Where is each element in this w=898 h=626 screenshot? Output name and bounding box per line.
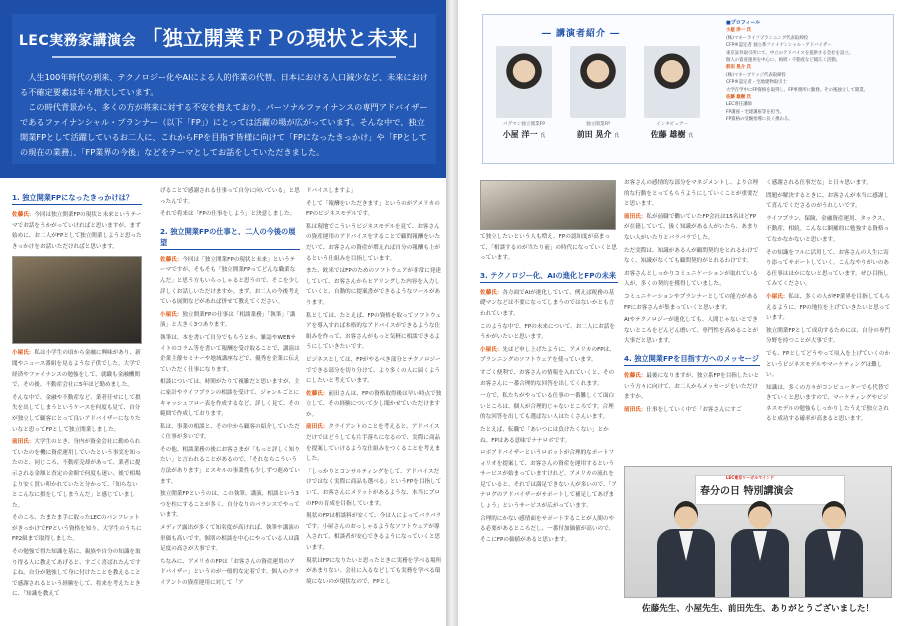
speaker-label: 小屋氏： [12, 350, 35, 357]
profile-line: 大学在学中にFP資格を取得し、FP事務所に勤務。その後独立して開業。 [726, 87, 869, 93]
paragraph-text: 今回は「独立開業FPの現状と未来」というテーマですが、そもそも「独立開業FPってどんな職業なんだ」と思う方もいらっしゃると思うので、そこを少し詳しくお話しいただけますか。まず、お二人の今後考えている展開などがあれば併せて教えてください。 [160, 256, 300, 306]
banner-logo: LEC東京リーガルマインド [726, 475, 775, 480]
lead-paragraph: この時代背景から、多くの方が将来に対する不安を抱えており、パーソナルファイナンスの専門アドバイザーであるファイナンシャル・プランナー（以下「FP」）にとっては活躍の場が広がっています。そんな中で、独立開業FPとして活躍しているお二人に、これからFPを目指す皆様に向けて「FPになったきっかけ」や「FPとしての現在の業務」、「FP業界の今後」などをテーマとしてお話をしていただきました。 [20, 102, 428, 157]
person-figure [729, 501, 791, 597]
paragraph [12, 437, 142, 511]
paragraph-text: 大学生のとき、身内が資金会社に勤められていたのを機に資産運用していたという事実を知ったのと、同じころ、不動産売却があって、業者に提示される金額と査定の金額で何度も迷い、後で相場より安く買い叩かれていたと分かって、「知らないとこんなに損をしてしまうんだ」と感じていました。 [12, 439, 141, 509]
paragraph: でも、FPとしてどうやって収入を上げていくのかというビジネスモデルやマーケティングは難しい。 [766, 350, 891, 379]
paragraph [306, 389, 442, 421]
speaker-card [642, 46, 702, 140]
page-gutter [446, 0, 458, 626]
profile-line: (株)マネーライフプランニング代表取締役 [726, 35, 809, 41]
paragraph [766, 292, 892, 324]
paragraph: その他、相談業務の後にお客さまが「もっと詳しく知りたい」と言われることがあるので、「それならこういう方法があります」とスキルの事業性も少しずつ進めています。 [160, 446, 300, 485]
speaker-name: 前田 晃介 氏 [576, 130, 620, 139]
speaker-label: 前田氏： [624, 213, 647, 220]
paragraph-text: 前田さんは、FPの資格取得後は早い時点で独立して、その経験について少し聞かせていただけますか。 [306, 390, 442, 418]
paragraph [480, 288, 618, 320]
speaker-portrait [570, 46, 626, 118]
paragraph: お客さんとしっかりコミュニケーションが取れている人が、多くの契約を獲得していました。 [624, 270, 758, 288]
right-column-1 [480, 232, 618, 618]
photo-caption: 佐藤先生、小屋先生、前田先生、ありがとうございました！ [641, 604, 875, 614]
speaker-label: 佐藤氏： [480, 289, 503, 296]
profile-line: 東京証券取引所にて、中立のアドバイスを提供する会社を設立。 [726, 50, 854, 56]
paragraph: その知識をフルに活用して、お客さんの人生に寄り添ってサポートしていく。こんなやりがいのある仕事はほかにないと思っています。ぜひ目指してみてください。 [766, 249, 889, 288]
paragraph-text: 私は小学生の頃から金融に興味があり、新聞やニュース番組を見るような子供でした。大学で経済やファイナンスの勉強をして、就職も金融機関で、その後、不動産会社に5年ほど勤めました。 [12, 350, 141, 389]
paragraph: 一方で、私たちがやっている仕事の一番難しくて面白いところは、個人が合理的じゃないところです。合理的な回答を出しても選ばない人はたくさんいます。 [480, 393, 615, 421]
paragraph-text: そのころ、たまたま手に取ったLECのパンフレットがきっかけでFPという資格を知り、大学生のうちにFP2級まで取得しました。 [12, 515, 142, 543]
group-photo [624, 466, 892, 598]
paragraph: て独立したいという人も増え、FPの認知度が高まって、「相談するのが当たり前」の時代になっていくと思っています。 [480, 234, 617, 262]
section-heading: 4. 独立開業FPを目指す方へのメッセージ [624, 353, 760, 366]
profile-name: 佐藤 雄樹 氏 [726, 95, 752, 101]
paragraph: 私としては、たとえば、FPの資格を取ってソフトウェアを導入すれば本格的なアドバイスができるような仕組みを作って、お客さんがもっと気軽に相談できるようにしていきたいです。 [306, 312, 442, 351]
paragraph [624, 405, 760, 416]
paragraph-text: 仕事をしていく中で「お客さんにすご [646, 406, 742, 413]
paragraph-text: 最後になりますが、独立系FPを目指したいという方々に向けて、お二人からメッセージをいただけますか。 [624, 372, 760, 401]
left-column-3 [306, 186, 442, 618]
paragraph [12, 210, 142, 252]
paragraph: ドバイスしますよ」 [306, 188, 357, 194]
speaker-label: 佐藤氏： [160, 256, 183, 263]
paragraph-text: 私が前職で働いていたFP会社は15名ほどFPが在籍していて、扱く知識がある人がいたら、あまりない人がいたりとバラバラでした。 [624, 213, 759, 241]
section-heading: 1. 独立開業FPになったきっかけは？ [12, 192, 142, 205]
profile-block [726, 20, 888, 124]
paragraph: 合理的にかない感情面をサポートすることが人間のやる必要があるところだし、一番付加価値が高いので、そこにFPの価値があると思います。 [480, 515, 615, 543]
speaker-role: インタビュアー [656, 122, 688, 127]
paragraph: 私は現地でこういうビジネスモデルを見て、お客さんの資産運用のアドバイスをすることで顧問報酬をいただいて、お客さんの資産が増えれば自分の報酬も上がるという仕組みを目指しています。 [306, 223, 441, 262]
title-underline [52, 56, 396, 58]
paragraph: このような中で、FPの未来について、お二人にお話をうかがいたいと思います。 [480, 323, 615, 341]
paragraph: また、欧米ではFPのためのソフトウェアが非常に発達していて、お客さんからヒアリングした内容を入力していくと、自動的に提案書ができるようなツールがあります。 [306, 268, 441, 306]
paragraph: 執筆は、本を書いて自分でもらうとか、雑誌やWEBサイトのコラム等を書いて報酬を受け取ることで、講演は企業主催セミナーや地域講座などで、優秀を企業に伝えていただく仕事になります。 [160, 334, 300, 373]
paragraph: ちなみに、アメリカのFPは「お客さんの資産運用のアドバイザー」というのが一般的な定着です。個人のクライアントの資産運用に対して「ア [160, 558, 300, 586]
paragraph: 知識は、多くの方々がコンピューターでも代替できていくと思いますので、マーケティングやビジネスモデルの勉強もしっかりしたうえで独立されると成功する確率が高まると思います。 [766, 384, 890, 423]
paragraph [160, 255, 300, 308]
paragraph-text: 私は、多くの人がFP業界を目指してもらえるように、FPの地位を上げていきたいと思っています。 [766, 293, 891, 322]
section-heading: 2. 独立開業FPの仕事と、二人の今後の展望 [160, 226, 300, 250]
right-page [458, 0, 898, 626]
left-page [0, 0, 446, 626]
right-column-2 [624, 178, 760, 454]
profile-line: CFP®認定者 独立系ファイナンシャル・アドバイザー [726, 43, 832, 49]
speaker-name: 小屋 洋一 氏 [502, 130, 546, 139]
event-label: LEC実務家講演会 [18, 33, 137, 49]
profile-line: FP資格の受験指導に長く携わる。 [726, 117, 793, 123]
paragraph [624, 212, 760, 244]
speaker-label: 小屋氏： [766, 293, 789, 300]
event-title: 「独立開業ＦＰの現状と未来」 [142, 26, 430, 50]
speaker-card [568, 46, 628, 140]
speaker-name: 佐藤 雄樹 氏 [650, 130, 694, 139]
paragraph: 現状のFPは相談料が安くて、今は人によってバラバラです。小屋さんのおっしゃるようなソフトウェアが導入されて、相談者が安心できるようになっていくと思います。 [306, 513, 442, 551]
right-column-3 [766, 178, 892, 454]
paragraph [12, 393, 142, 435]
profile-line: CFP®認定者・宅地建物取引士 [726, 80, 787, 86]
paragraph: すごく便利で、お客さんの情報を入れていくと、そのお客さんに一番合理的な回答を出してくれます。 [480, 369, 615, 387]
paragraph [12, 547, 142, 600]
paragraph [624, 371, 760, 403]
profile-name: 小屋 洋一 氏 [726, 28, 752, 34]
left-column-2 [160, 186, 300, 618]
paragraph: ビジネスとしては、FPがやるべき部分とテクノロジーでできる部分を切り分けて、より多くの人に届くようにしたいと考えています。 [306, 356, 441, 385]
paragraph: 現状はFPになりたいと思ったときに実務を学べる場所があまりない。会社に入るなどしても実務を学べる環境にないのが現状なので、FPとし [306, 557, 442, 585]
profile-heading: ■プロフィール [726, 20, 761, 26]
profile-name: 前田 晃介 氏 [726, 65, 752, 71]
paragraph: そして「報酬をいただきます」というのがアメリカのFPのビジネスモデルです。 [306, 200, 440, 218]
paragraph: ライフプラン、保険、金融資産運用、タックス、不動産、相続。こんなに網羅的に勉強する資格ってなかなかないと思います。 [766, 215, 890, 243]
speaker-role: 独立開業FP [586, 122, 610, 127]
speaker-label: 前田氏： [306, 424, 329, 431]
paragraph: げることで感謝される仕事って自分に向いている」と思ったんです。 [160, 188, 300, 205]
profile-line: FP講座・宅建講座等を担当。 [726, 109, 784, 115]
paragraph [12, 348, 142, 390]
paragraph: 独立開業FPとして成功するためには、自分の専門分野を持つことが大事です。 [766, 327, 891, 345]
paragraph: メディア露出が多くて知名度が高ければ、執筆や講演の単価も高いです。個別の相談を中心にやっている人は満足度の高さが大事です。 [160, 525, 300, 553]
speaker-portrait [496, 46, 552, 118]
speaker-card [494, 46, 554, 140]
page-title [12, 22, 436, 51]
paragraph-text: 各方面でAIが進化していて、例えば税務の基礎マンなどは不要になってしまうのではないかとも言われています。 [480, 289, 615, 317]
profile-line: 個人の資産運用を中心に、相続・不動産など幅広く活動。 [726, 58, 841, 64]
paragraph [480, 345, 618, 366]
paragraph: たとえば、転職で「あいつには負けたくない」とかね。FPはある意味でナナロボです。 [480, 426, 609, 444]
paragraph: コミュニケーションやプランナーとしての能力があるFPにお客さんが集まっていくと思います。 [624, 293, 758, 311]
speaker-label: 佐藤氏： [306, 390, 329, 397]
person-figure [655, 501, 717, 597]
paragraph: 「しっかりとコンサルティングをして、アドバイスだけではなく実際に商品も選べる」というFPを目指していて、お客さんにメリットがあるような、本当にプロのFPの育成を目指しています。 [306, 468, 442, 507]
banner-text: 春分の日 特別講演会 [700, 486, 794, 497]
person-figure [803, 501, 865, 597]
speaker-photo [480, 180, 616, 230]
paragraph: AIやテクノロジーが進化しても、人間じゃないとできないところをどんどん磨いて、専門性を高めることが大事だと思います。 [624, 317, 759, 345]
section-heading: 3. テクノロジー化、AIの進化とFPの未来 [480, 270, 618, 283]
speaker-label: 前田氏： [12, 439, 35, 446]
speaker-label: 前田氏： [624, 406, 647, 413]
left-column-1 [12, 186, 142, 618]
paragraph-text: クライアントのことを考えると、アドバイスだけではどうしても片手落ちになるので、実際に商品を提案していけるような仕組みをつくることを考えました。 [306, 424, 441, 463]
profile-line: LEC専任講師 [726, 102, 752, 108]
speaker-portrait [644, 46, 700, 118]
paragraph: 問題が解決するときに、お客さんが本当に感謝して喜んでくださるのがうれしいです。 [766, 192, 890, 210]
speaker-label: 小屋氏： [160, 311, 183, 318]
paragraph: ロボアドバイザーというロボットが合理的なポートフォリオを提案して、お客さんの資産を運用するというサービスが始まっていますけれど、アメリカの流れを見ていると、それでは満足できない人が多いので、「アナログのアドバイザーがサポートして補足してあげましょう」というサービスが広がっています。 [480, 450, 617, 510]
profile-line: (株)マネーブリッジ代表取締役 [726, 72, 786, 78]
speaker-label: 小屋氏： [480, 346, 503, 353]
lead-text [20, 70, 430, 160]
paragraph-text: 今回は独立開業FPの現状と未来というテーマでお話をうかがっていければと思いますが、まず始めに、お二人がFPとして独立開業しようと思ったきっかけをお話いただければと思います。 [12, 212, 142, 250]
speakers-title: ― 講演者紹介 ― [541, 29, 621, 39]
paragraph-text: そんな中で、金融や不動産など、業者任せにして損失を出してしまうというケースを何度も見て、自分が独立して顧客にとって良いアドバイザーになりたいなと思ってFPとして独立開業しました。 [12, 394, 141, 433]
paragraph-text: その勉強で得た知識を基に、親族や自分の知識を取り得る人に教えてあげると、すごく喜ばれたんですよね。自分が勉強して身に付けたことを教えることで感謝されるという経験をして、将来を考えたときに、「知識を教えて [12, 549, 141, 598]
paragraph [160, 310, 300, 331]
paragraph: それで将来は「FPの仕事をしよう」と決意しました。 [160, 211, 296, 218]
paragraph [306, 422, 442, 464]
speaker-role: パグマン独立開業FP [502, 122, 546, 127]
paragraph: く感謝される仕事だな」と日々思います。 [766, 180, 872, 186]
paragraph: 独立開業FPというのは、この執筆、講演、相談という3つを柱にすることが多く、自分なりのバランスでやっています。 [160, 491, 300, 519]
paragraph-text: 先ほど申し上げたように、アメリカのFPは、プランニングのソフトウェアを使っています。 [480, 346, 615, 364]
lead-paragraph: 人生100年時代の到来、テクノロジー化やAIによる人的作業の代替、日本における人口減少など、未来における不確定要素は年々増大しています。 [20, 72, 428, 97]
speaker-label: 佐藤氏： [624, 372, 647, 379]
paragraph: 私は、事業の相談と、その中から顧客の紹介していただく仕事が多いです。 [160, 423, 300, 441]
paragraph-text: 独立開業FPの仕事は「相談業務」「執筆」「講演」と大きく3つあります。 [160, 311, 296, 329]
paragraph: お客さんの感情的な部分をマネジメントし、より合理的な行動をとってもらうようにしていくことが重要だと思います。 [624, 180, 759, 208]
paragraph: ただ実際は、知識がある人が顧問契約をとれるわけでなく、知識がなくても顧問契約がとれるわけです。 [624, 247, 759, 265]
speaker-label: 佐藤氏： [12, 212, 35, 218]
speaker-photo [12, 256, 142, 344]
paragraph: 相談については、時間がたりて複雑だと思いますが、主に家計やライフプランの相談を受けて、ジャンルごとにキャッシュフロー表を作成するなど、詳しく見て、その範囲で作成しております。 [160, 379, 300, 418]
paragraph [12, 513, 142, 545]
